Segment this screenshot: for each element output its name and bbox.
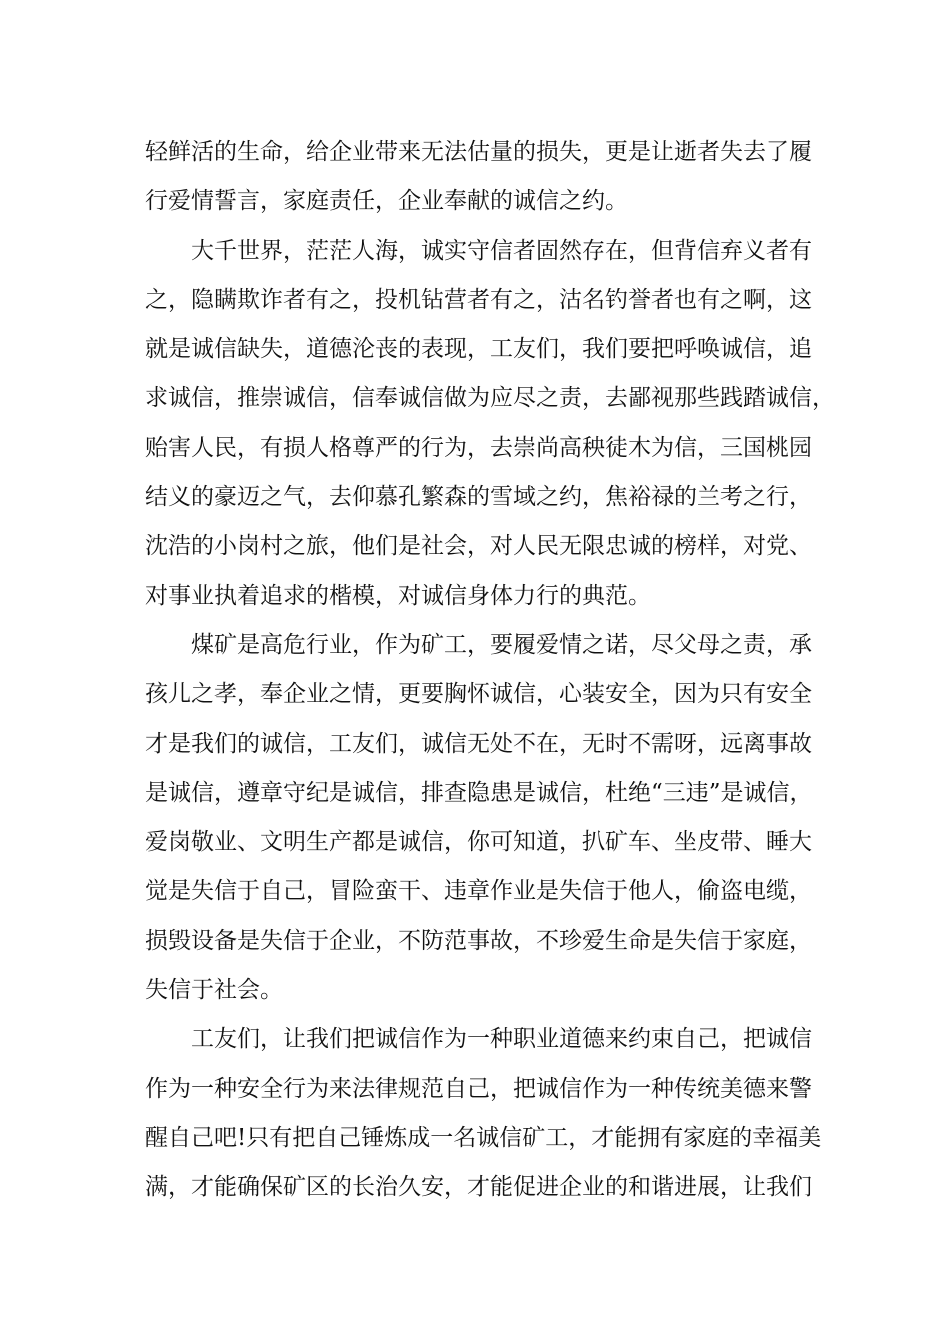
text-line: 失信于社会。 <box>145 977 283 1004</box>
text-line: 觉是失信于自己，冒险蛮干、违章作业是失信于他人，偷盗电缆， <box>145 878 812 905</box>
paragraph <box>145 1015 835 1212</box>
text-line: 作为一种安全行为来法律规范自己，把诚信作为一种传统美德来警 <box>145 1075 812 1102</box>
text-line: 损毁设备是失信于企业，不防范事故，不珍爱生命是失信于家庭， <box>145 927 812 954</box>
text-line: 之，隐瞒欺诈者有之，投机钻营者有之，沽名钓誉者也有之啊，这 <box>145 286 812 313</box>
text-line: 大千世界，茫茫人海，诚实守信者固然存在，但背信弃义者有 <box>191 237 812 264</box>
text-line: 行爱情誓言，家庭责任，企业奉献的诚信之约。 <box>145 188 628 215</box>
body-text <box>145 128 835 1213</box>
text-line: 才是我们的诚信，工友们，诚信无处不在，无时不需呀，远离事故 <box>145 730 812 757</box>
text-line: 沈浩的小岗村之旅，他们是社会，对人民无限忠诚的榜样，对党、 <box>145 533 812 560</box>
text-line: 醒自己吧!只有把自己锤炼成一名诚信矿工，才能拥有家庭的幸福美 <box>145 1124 822 1151</box>
text-line: 就是诚信缺失，道德沦丧的表现，工友们，我们要把呼唤诚信，追 <box>145 336 812 363</box>
text-line: 爱岗敬业、文明生产都是诚信，你可知道，扒矿车、坐皮带、睡大 <box>145 829 812 856</box>
text-line: 工友们，让我们把诚信作为一种职业道德来约束自己，把诚信 <box>191 1026 812 1053</box>
text-line: 求诚信，推崇诚信，信奉诚信做为应尽之责，去鄙视那些践踏诚信， <box>145 385 835 412</box>
text-line: 对事业执着追求的楷模，对诚信身体力行的典范。 <box>145 582 651 609</box>
text-line: 煤矿是高危行业，作为矿工，要履爱情之诺，尽父母之责，承 <box>191 631 812 658</box>
text-line: 贻害人民，有损人格尊严的行为，去崇尚高秧徒木为信，三国桃园 <box>145 434 812 461</box>
paragraph <box>145 227 835 621</box>
text-line: 结义的豪迈之气，去仰慕孔繁森的雪域之约，焦裕禄的兰考之行， <box>145 484 812 511</box>
text-line: 轻鲜活的生命，给企业带来无法估量的损失，更是让逝者失去了履 <box>145 139 812 165</box>
text-line: 是诚信，遵章守纪是诚信，排查隐患是诚信，杜绝“三违”是诚信， <box>145 779 813 806</box>
text-line: 孩儿之孝，奉企业之情，更要胸怀诚信，心装安全，因为只有安全 <box>145 681 812 708</box>
paragraph <box>145 621 835 1015</box>
paragraph <box>145 128 835 227</box>
text-line: 满，才能确保矿区的长治久安，才能促进企业的和谐进展，让我们 <box>145 1174 812 1201</box>
